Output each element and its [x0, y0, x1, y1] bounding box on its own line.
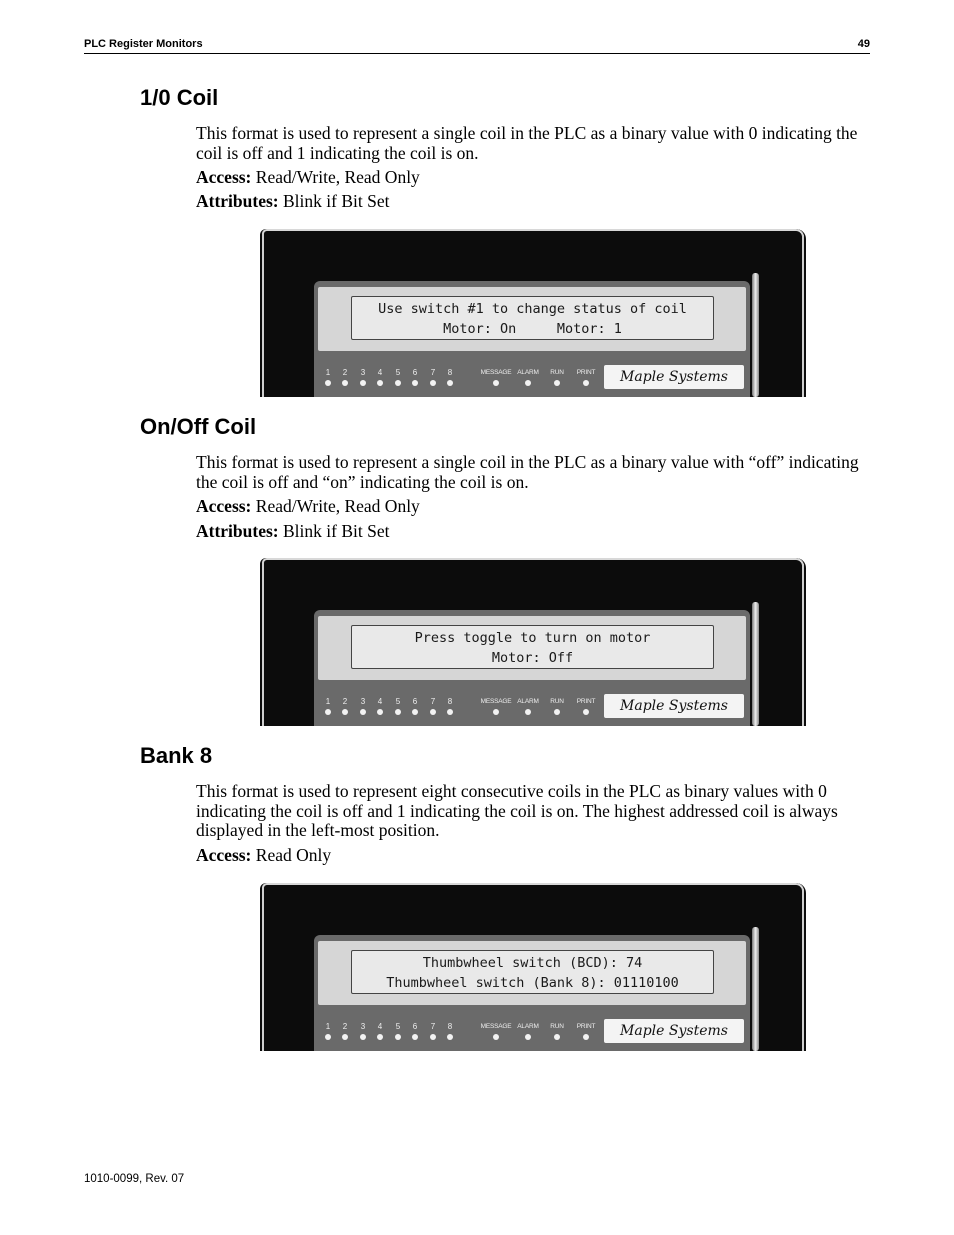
led-3: 3	[355, 697, 371, 715]
access-label: Access:	[196, 845, 252, 865]
message-indicator: MESSAGE	[480, 697, 512, 715]
maple-systems-logo: Maple Systems	[604, 694, 744, 718]
led-7: 7	[425, 697, 441, 715]
access-line	[196, 845, 331, 865]
lcd-frame	[318, 941, 746, 1005]
panel-bezel	[314, 281, 750, 397]
led-4: 4	[372, 368, 388, 386]
section-paragraph: This format is used to represent a single coil in the PLC as a binary value with 0 indicating the coil is off and 1 indicating the coil is on.	[196, 123, 858, 163]
led-8: 8	[442, 697, 458, 715]
led-7: 7	[425, 368, 441, 386]
lcd-display	[351, 625, 714, 669]
bezel-post	[752, 273, 759, 397]
maple-systems-logo: Maple Systems	[604, 365, 744, 389]
message-indicator: MESSAGE	[480, 368, 512, 386]
section-heading: Bank 8	[140, 743, 213, 768]
led-1: 1	[320, 1022, 336, 1040]
section-heading: On/Off Coil	[140, 414, 257, 439]
alarm-indicator: ALARM	[516, 1022, 540, 1040]
lcd-display	[351, 296, 714, 340]
led-6: 6	[407, 1022, 423, 1040]
led-5: 5	[390, 1022, 406, 1040]
led-2: 2	[337, 368, 353, 386]
panel-bezel	[314, 935, 750, 1051]
led-5: 5	[390, 697, 406, 715]
header-section-title: PLC Register Monitors	[84, 38, 203, 50]
print-indicator: PRINT	[575, 697, 597, 715]
section-heading: 1/0 Coil	[140, 85, 219, 110]
attributes-value: Blink if Bit Set	[283, 521, 390, 541]
led-7: 7	[425, 1022, 441, 1040]
access-label: Access:	[196, 167, 252, 187]
led-8: 8	[442, 1022, 458, 1040]
led-3: 3	[355, 1022, 371, 1040]
led-1: 1	[320, 697, 336, 715]
alarm-indicator: ALARM	[516, 368, 540, 386]
lcd-display	[351, 950, 714, 994]
led-6: 6	[407, 697, 423, 715]
run-indicator: RUN	[547, 368, 567, 386]
lcd-line-2: Thumbwheel switch (Bank 8): 01110100	[386, 975, 679, 991]
attributes-line	[196, 521, 389, 541]
lcd-line-2: Motor: On Motor: 1	[443, 321, 622, 337]
led-2: 2	[337, 1022, 353, 1040]
led-4: 4	[372, 697, 388, 715]
lcd-line-1: Thumbwheel switch (BCD): 74	[422, 955, 643, 971]
alarm-indicator: ALARM	[516, 697, 540, 715]
access-label: Access:	[196, 496, 252, 516]
document-revision: 1010-0099, Rev. 07	[84, 1173, 185, 1185]
section-paragraph: This format is used to represent a single coil in the PLC as a binary value with “off” indicating the coil is off and “on” indicating the coil is on.	[196, 452, 859, 492]
operator-panel	[260, 883, 806, 1051]
panel-bezel	[314, 610, 750, 726]
access-line	[196, 167, 420, 187]
lcd-frame	[318, 287, 746, 351]
lcd-line-1: Press toggle to turn on motor	[414, 630, 651, 646]
operator-panel	[260, 558, 806, 726]
operator-panel	[260, 229, 806, 397]
led-6: 6	[407, 368, 423, 386]
page-number: 49	[857, 38, 870, 50]
maple-systems-logo: Maple Systems	[604, 1019, 744, 1043]
print-indicator: PRINT	[575, 368, 597, 386]
run-indicator: RUN	[547, 1022, 567, 1040]
message-indicator: MESSAGE	[480, 1022, 512, 1040]
attributes-label: Attributes:	[196, 191, 279, 211]
access-value: Read Only	[255, 845, 332, 865]
section-paragraph: This format is used to represent eight consecutive coils in the PLC as binary values with 0 indicating the coil is off and 1 indicating the coil is on. The highest addressed coil is always displayed in the left-most position.	[196, 781, 838, 840]
run-indicator: RUN	[547, 697, 567, 715]
led-5: 5	[390, 368, 406, 386]
led-3: 3	[355, 368, 371, 386]
bezel-post	[752, 602, 759, 726]
access-line	[196, 496, 420, 516]
lcd-line-1: Use switch #1 to change status of coil	[378, 301, 687, 317]
access-value: Read/Write, Read Only	[255, 496, 420, 516]
led-4: 4	[372, 1022, 388, 1040]
page-header	[84, 37, 870, 54]
led-1: 1	[320, 368, 336, 386]
print-indicator: PRINT	[575, 1022, 597, 1040]
attributes-label: Attributes:	[196, 521, 279, 541]
lcd-frame	[318, 616, 746, 680]
attributes-value: Blink if Bit Set	[283, 191, 390, 211]
led-2: 2	[337, 697, 353, 715]
attributes-line	[196, 191, 389, 211]
led-8: 8	[442, 368, 458, 386]
lcd-line-2: Motor: Off	[491, 650, 574, 666]
bezel-post	[752, 927, 759, 1051]
access-value: Read/Write, Read Only	[255, 167, 420, 187]
